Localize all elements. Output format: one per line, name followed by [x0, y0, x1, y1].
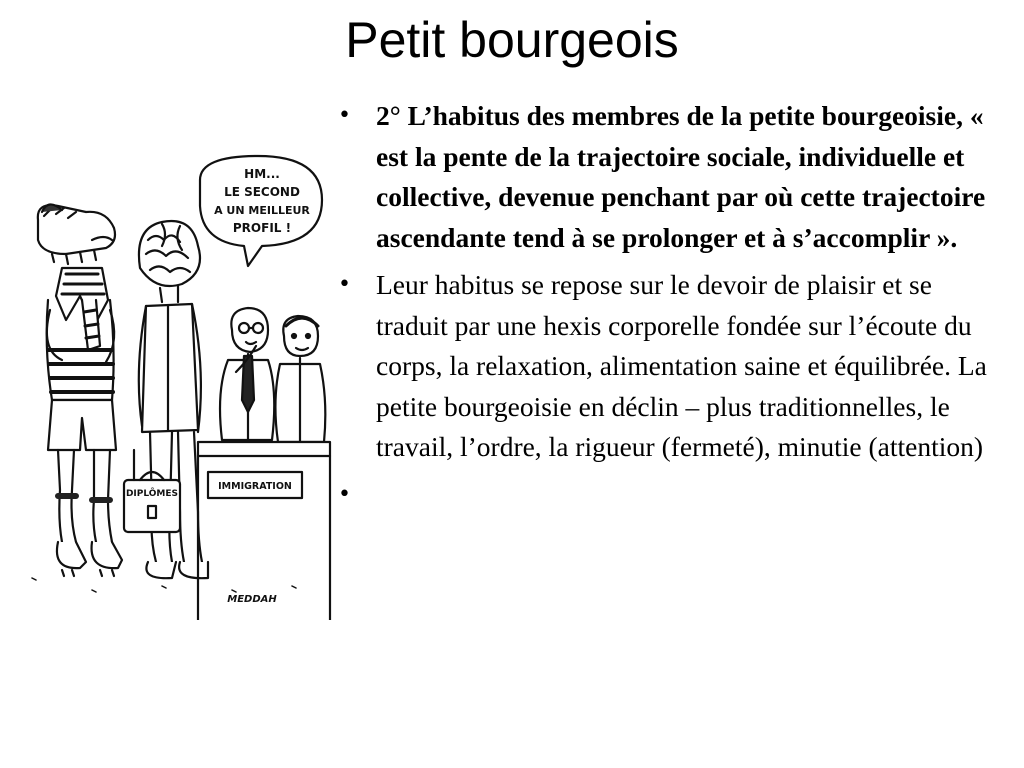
diploma-label: DIPLÔMES [125, 489, 179, 499]
cartoon-illustration [22, 150, 332, 620]
bullet-text: 2° L’habitus des membres de la petite bourgeoisie, « est la pente de la trajectoire sociale, individuelle et collective, devenue penchant par où cette trajectoire ascendante tend à se prolonger et à s’accomplir ». [376, 100, 986, 253]
artist-signature: MEDDAH [227, 594, 277, 605]
graduate-figure [124, 221, 208, 578]
bullet-list [338, 96, 1006, 507]
bullet-text: Leur habitus se repose sur le devoir de plaisir et se traduit par une hexis corporelle fondée sur l’écoute du corps, la relaxation, alimentation saine et équilibrée. La petite bourgeoisie en déclin – plus traditionnelles, le travail, l’ordre, la rigueur (fermeté), minutie (attention) [376, 269, 987, 462]
speech-line-2: LE SECOND [224, 185, 300, 199]
speech-line-3: A UN MEILLEUR [214, 204, 310, 217]
bullet-item [338, 265, 1006, 468]
bullet-item [338, 96, 1006, 258]
bullet-symbol: • [338, 481, 351, 507]
desk-sign-label: IMMIGRATION [218, 481, 292, 492]
bullet-symbol: • [338, 103, 351, 128]
football-fan-figure [38, 204, 122, 576]
slide-title: Petit bourgeois [345, 12, 679, 68]
bullet-symbol: • [338, 272, 351, 297]
speech-line-4: PROFIL ! [232, 221, 292, 235]
speech-line-1: HM... [244, 167, 280, 181]
